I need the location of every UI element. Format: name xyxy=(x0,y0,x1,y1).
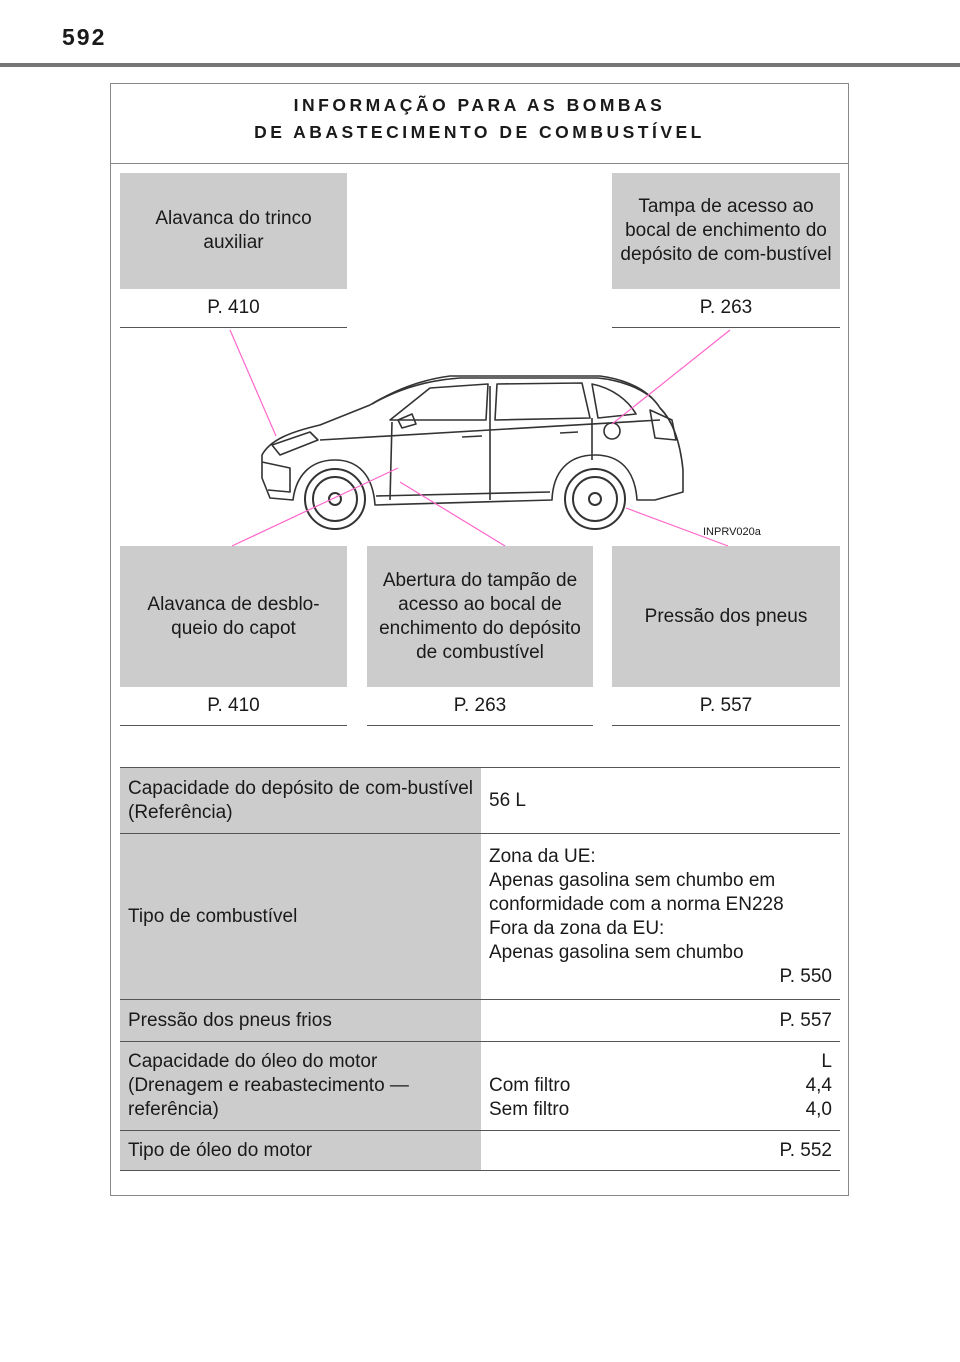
list-item xyxy=(489,1098,832,1122)
callout-label: Abertura do tampão de acesso ao bocal de enchimento do depósito de combustível xyxy=(379,569,581,663)
value-line: conformidade com a norma EN228 xyxy=(489,893,784,915)
label-line: Capacidade do óleo do motor xyxy=(128,1051,378,1072)
image-reference-code: INPRV020a xyxy=(703,526,761,538)
callout-label: Alavanca do trinco auxiliar xyxy=(155,208,312,253)
row-value xyxy=(481,834,840,1000)
row-value: P. 557 xyxy=(481,1000,840,1042)
value-line: Apenas gasolina sem chumbo xyxy=(489,941,744,963)
row-value: 56 L xyxy=(481,768,840,834)
title-line-2: DE ABASTECIMENTO DE COMBUSTÍVEL xyxy=(254,122,705,142)
row-value xyxy=(481,1042,840,1131)
table-row xyxy=(120,1000,840,1042)
callout-page-ref: P. 410 xyxy=(120,289,347,328)
row-label: Tipo de combustível xyxy=(120,834,481,1000)
callout-page-ref: P. 263 xyxy=(612,289,840,328)
value-line: Fora da zona da EU: xyxy=(489,917,665,939)
callout-page-ref: P. 557 xyxy=(612,687,840,726)
row-label: Tipo de óleo do motor xyxy=(120,1131,481,1171)
value-line: Zona da UE: xyxy=(489,845,596,867)
callout-page-ref: P. 263 xyxy=(367,687,593,726)
callout-page-ref: P. 410 xyxy=(120,687,347,726)
callout-label: Pressão dos pneus xyxy=(644,605,808,627)
row-value: P. 552 xyxy=(481,1131,840,1171)
row-label xyxy=(120,1042,481,1131)
list-item xyxy=(489,1074,832,1098)
item-value: 4,4 xyxy=(805,1075,832,1096)
item-name: Sem filtro xyxy=(489,1099,570,1120)
page-number: 592 xyxy=(62,24,107,50)
page-ref: P. 550 xyxy=(779,965,832,987)
item-name: Com filtro xyxy=(489,1075,571,1096)
table-row xyxy=(120,768,840,834)
table-row xyxy=(120,1131,840,1171)
row-label: Pressão dos pneus frios xyxy=(120,1000,481,1042)
title-line-1: INFORMAÇÃO PARA AS BOMBAS xyxy=(293,95,666,115)
callout-label: Tampa de acesso ao bocal de enchimento do depósito de com-bustível xyxy=(620,196,832,265)
row-label: Capacidade do depósito de com-bustível (Referência) xyxy=(120,768,481,834)
table-row xyxy=(120,834,840,1000)
table-row xyxy=(120,1042,840,1131)
value-line: Apenas gasolina sem chumbo em xyxy=(489,869,776,891)
label-line: (Drenagem e reabastecimento — xyxy=(128,1075,409,1096)
spec-table xyxy=(120,767,840,1171)
label-line: referência) xyxy=(128,1099,219,1120)
unit-label: L xyxy=(821,1051,832,1072)
item-value: 4,0 xyxy=(805,1099,832,1120)
callout-label: Alavanca de desblo-queio do capot xyxy=(147,593,320,639)
